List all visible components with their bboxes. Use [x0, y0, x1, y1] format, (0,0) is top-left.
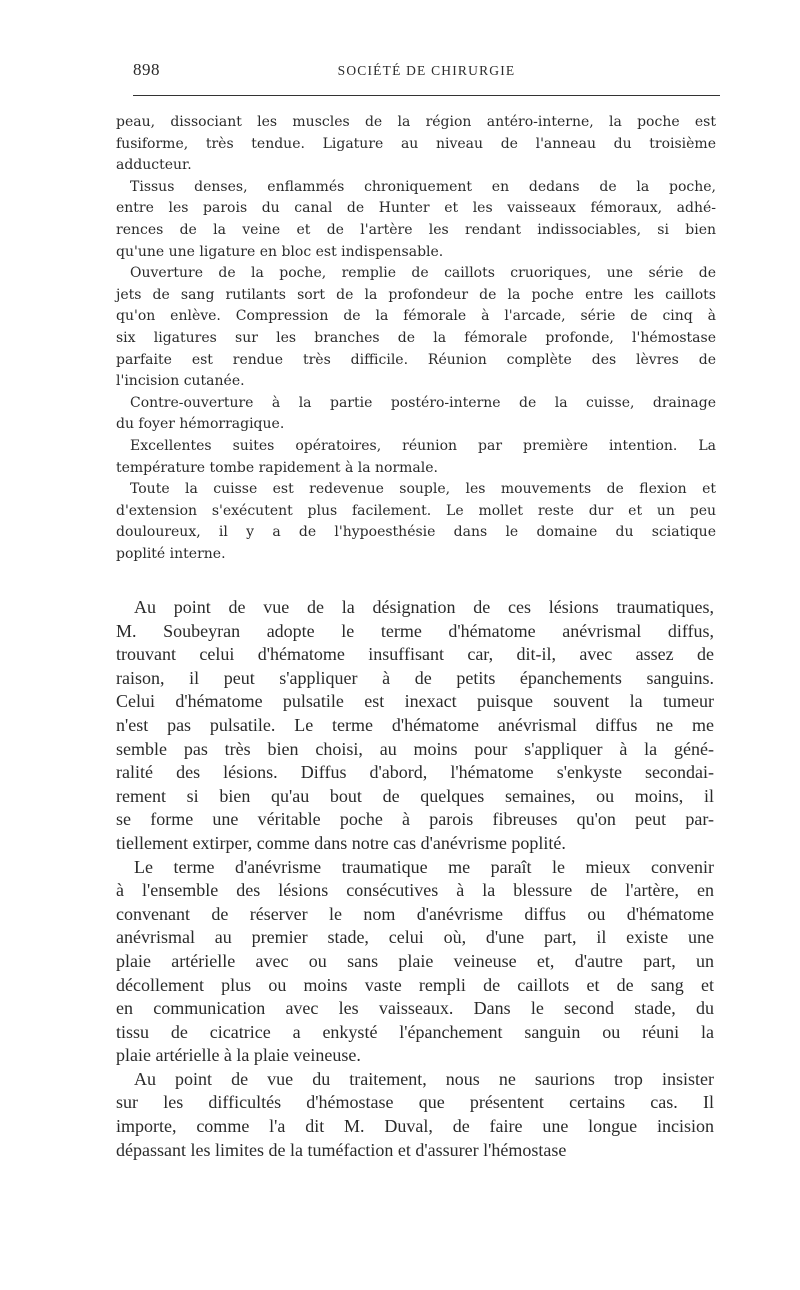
text-line: d'extension s'exécutent plus facilement. Le mollet reste dur et un peu — [116, 502, 716, 519]
text-line: Ouverture de la poche, remplie de caillots cruoriques, une série de — [130, 265, 716, 282]
text-line: semble pas très bien choisi, au moins pour s'appliquer à la géné- — [116, 738, 714, 759]
text-line: convenant de réserver le nom d'anévrisme diffus ou d'hématome — [116, 903, 714, 924]
text-line: n'est pas pulsatile. Le terme d'hématome anévrismal diffus ne me — [116, 714, 714, 735]
text-line: température tombe rapidement à la normale. — [116, 459, 438, 476]
running-title: SOCIÉTÉ DE CHIRURGIE — [337, 63, 516, 78]
text-line: tissu de cicatrice a enkysté l'épanchement sanguin ou réuni la — [116, 1021, 714, 1042]
case-observation-section — [116, 112, 716, 565]
text-line: décollement plus ou moins vaste rempli de caillots et de sang et — [116, 974, 714, 995]
paragraph-counter-opening — [116, 393, 716, 436]
text-line: entre les parois du canal de Hunter et les vaisseaux fémoraux, adhé- — [116, 200, 716, 217]
header-rule — [133, 95, 720, 96]
text-line: anévrismal au premier stade, celui où, d'une part, il existe une — [116, 927, 714, 948]
paragraph-dissection — [116, 112, 716, 177]
text-line: parfaite est rendue très difficile. Réunion complète des lèvres de — [116, 351, 716, 368]
paragraph-outcome — [116, 479, 716, 565]
text-line: l'incision cutanée. — [116, 373, 245, 390]
text-line: Excellentes suites opératoires, réunion par première intention. La — [130, 437, 716, 454]
text-line: sur les difficultés d'hémostase que présentent certains cas. Il — [116, 1092, 714, 1113]
text-line: douloureux, il y a de l'hypoesthésie dans le domaine du sciatique — [116, 524, 716, 541]
paragraph-dense-tissue — [116, 177, 716, 263]
running-head — [133, 60, 720, 80]
text-line: plaie artérielle à la plaie veineuse. — [116, 1045, 361, 1066]
text-line: rement si bien qu'au bout de quelques semaines, ou moins, il — [116, 785, 714, 806]
text-line: fusiforme, très tendue. Ligature au niveau de l'anneau du troisième — [116, 135, 716, 152]
commentary-section — [116, 596, 714, 1162]
text-line: Toute la cuisse est redevenue souple, les mouvements de flexion et — [130, 481, 716, 498]
text-line: à l'ensemble des lésions consécutives à la blessure de l'artère, en — [116, 880, 714, 901]
text-line: en communication avec les vaisseaux. Dans le second stade, du — [116, 998, 714, 1019]
paragraph-terminology — [116, 596, 714, 856]
text-line: Celui d'hématome pulsatile est inexact puisque souvent la tumeur — [116, 691, 714, 712]
page-number: 898 — [133, 60, 160, 79]
text-line: six ligatures sur les branches de la fémorale profonde, l'hémostase — [116, 329, 716, 346]
text-line: Le terme d'anévrisme traumatique me paraît le mieux convenir — [134, 856, 714, 877]
text-line: Contre-ouverture à la partie postéro-interne de la cuisse, drainage — [130, 394, 716, 411]
text-line: se forme une véritable poche à parois fibreuses qu'on peut par- — [116, 809, 714, 830]
paragraph-pouch-opening — [116, 263, 716, 393]
text-line: M. Soubeyran adopte le terme d'hématome anévrismal diffus, — [116, 620, 714, 641]
paragraph-traumatic-aneurysm — [116, 856, 714, 1068]
text-line: qu'on enlève. Compression de la fémorale à l'arcade, série de cinq à — [116, 308, 716, 325]
text-line: trouvant celui d'hématome insuffisant car, dit-il, avec assez de — [116, 644, 714, 665]
text-line: Au point de vue de la désignation de ces lésions traumatiques, — [134, 597, 714, 617]
text-line: qu'une une ligature en bloc est indispensable. — [116, 243, 444, 260]
text-line: ralité des lésions. Diffus d'abord, l'hématome s'enkyste secondai- — [116, 762, 714, 783]
text-line: importe, comme l'a dit M. Duval, de faire une longue incision — [116, 1116, 714, 1137]
text-line: tiellement extirper, comme dans notre cas d'anévrisme poplité. — [116, 832, 566, 853]
text-line: jets de sang rutilants sort de la profondeur de la poche entre les caillots — [116, 286, 716, 303]
text-line: raison, il peut s'appliquer à de petits épanchements sanguins. — [116, 667, 714, 688]
text-line: du foyer hémorragique. — [116, 416, 285, 433]
text-line: peau, dissociant les muscles de la région antéro-interne, la poche est — [116, 114, 716, 130]
text-line: dépassant les limites de la tuméfaction et d'assurer l'hémostase — [116, 1139, 567, 1160]
text-line: poplité interne. — [116, 545, 226, 562]
text-line: adducteur. — [116, 157, 192, 174]
paragraph-treatment — [116, 1068, 714, 1162]
paragraph-postoperative-course — [116, 436, 716, 479]
text-line: plaie artérielle avec ou sans plaie veineuse et, d'autre part, un — [116, 950, 714, 971]
text-line: rences de la veine et de l'artère les rendant indissociables, si bien — [116, 221, 716, 238]
text-line: Tissus denses, enflammés chroniquement en dedans de la poche, — [130, 178, 716, 195]
text-line: Au point de vue du traitement, nous ne saurions trop insister — [134, 1068, 714, 1089]
